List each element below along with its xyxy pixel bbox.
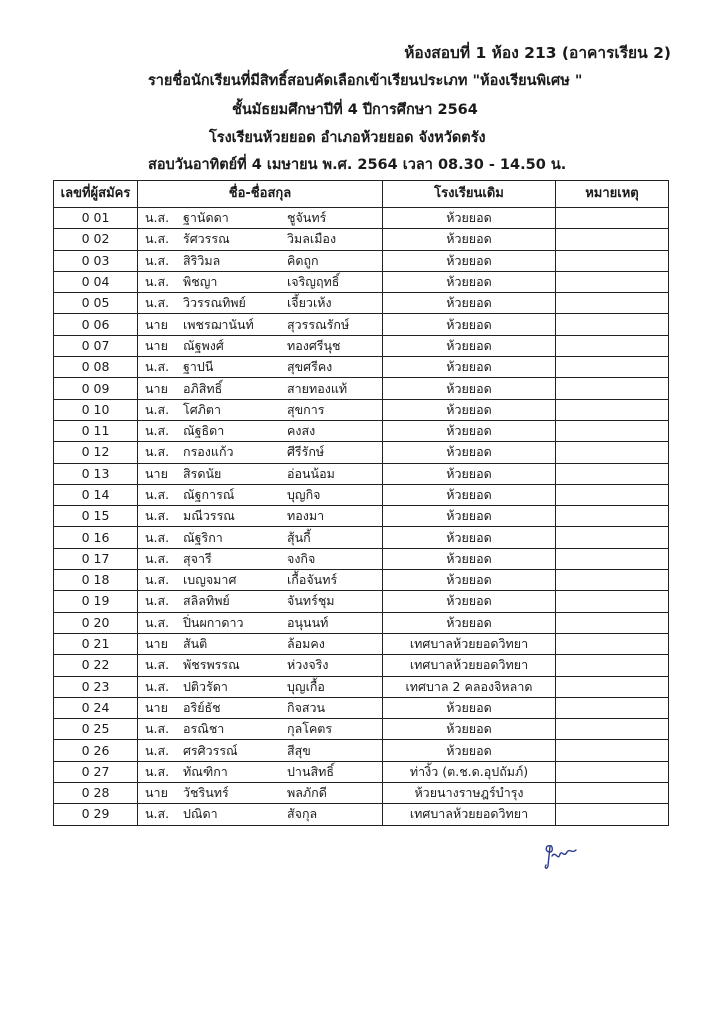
table-row [54, 655, 669, 676]
name-prefix: น.ส. [145, 763, 170, 779]
previous-school: ห้วยยอด [383, 570, 556, 591]
full-name-cell [138, 463, 383, 484]
applicant-number: 0 14 [54, 484, 138, 505]
last-name: สัจกุล [287, 806, 318, 822]
last-name: สุขการ [287, 401, 325, 417]
name-prefix: น.ส. [145, 742, 170, 758]
full-name-cell [138, 484, 383, 505]
applicant-number: 0 10 [54, 399, 138, 420]
last-name: ล้อมคง [287, 636, 325, 652]
full-name-cell [138, 442, 383, 463]
last-name: สายทองแท้ [287, 380, 348, 396]
full-name-cell [138, 399, 383, 420]
last-name: พลภักดี [287, 785, 327, 801]
full-name-cell [138, 697, 383, 718]
applicant-number: 0 28 [54, 783, 138, 804]
applicant-number: 0 07 [54, 335, 138, 356]
applicant-number: 0 18 [54, 570, 138, 591]
first-name: ณัฐพงศ์ [183, 337, 224, 353]
full-name-cell [138, 761, 383, 782]
full-name-cell [138, 570, 383, 591]
table-row [54, 676, 669, 697]
applicant-number: 0 24 [54, 697, 138, 718]
remarks-cell [556, 761, 669, 782]
first-name: สิรดนัย [183, 465, 222, 481]
applicant-number: 0 02 [54, 229, 138, 250]
remarks-cell [556, 740, 669, 761]
name-prefix: นาย [145, 316, 168, 332]
table-row [54, 463, 669, 484]
first-name: อรณิชา [183, 721, 225, 737]
last-name: อนุนนท์ [287, 614, 329, 630]
name-prefix: น.ส. [145, 487, 170, 502]
previous-school: ห้วยยอด [383, 697, 556, 718]
applicant-number: 0 21 [54, 633, 138, 654]
previous-school: ห้วยยอด [383, 208, 556, 229]
applicant-number: 0 06 [54, 314, 138, 335]
applicant-number: 0 16 [54, 527, 138, 548]
name-prefix: น.ส. [145, 529, 170, 545]
remarks-cell [556, 612, 669, 633]
table-row [54, 420, 669, 441]
table-row [54, 804, 669, 825]
last-name: กิจสวน [287, 699, 326, 715]
name-prefix: น.ส. [145, 359, 170, 375]
applicant-number: 0 01 [54, 208, 138, 229]
full-name-cell [138, 314, 383, 335]
remarks-cell [556, 655, 669, 676]
applicant-number: 0 29 [54, 804, 138, 825]
previous-school: เทศบาลห้วยยอดวิทยา [383, 804, 556, 825]
last-name: ทองศรีนุช [287, 337, 341, 353]
last-name: ทองมา [287, 508, 325, 524]
applicant-number: 0 09 [54, 378, 138, 399]
applicant-number: 0 15 [54, 506, 138, 527]
previous-school: ห้วยยอด [383, 271, 556, 292]
full-name-cell [138, 357, 383, 378]
name-prefix: น.ส. [145, 550, 170, 566]
grade-year-line: ชั้นมัธยมศึกษาปีที่ 4 ปีการศึกษา 2564 [232, 102, 478, 118]
name-prefix: น.ส. [145, 657, 170, 673]
remarks-cell [556, 442, 669, 463]
first-name: ปิ่นผกาดาว [183, 614, 244, 630]
table-row [54, 314, 669, 335]
table-row [54, 719, 669, 740]
full-name-cell [138, 719, 383, 740]
remarks-cell [556, 463, 669, 484]
name-prefix: น.ส. [145, 295, 170, 311]
remarks-cell [556, 591, 669, 612]
full-name-cell [138, 271, 383, 292]
previous-school: ห้วยยอด [383, 314, 556, 335]
name-prefix: นาย [145, 636, 168, 652]
column-header-applicant-no: เลขที่ผู้สมัคร [54, 181, 138, 208]
previous-school: ห้วยยอด [383, 378, 556, 399]
first-name: ศรศิวรรณ์ [183, 742, 238, 758]
remarks-cell [556, 527, 669, 548]
remarks-cell [556, 271, 669, 292]
first-name: ณัฐการณ์ [183, 487, 235, 502]
full-name-cell [138, 250, 383, 271]
previous-school: ห้วยยอด [383, 442, 556, 463]
previous-school: ห้วยยอด [383, 591, 556, 612]
applicant-number: 0 17 [54, 548, 138, 569]
remarks-cell [556, 633, 669, 654]
last-name: สุขศรีคง [287, 359, 333, 375]
previous-school: ห้วยยอด [383, 612, 556, 633]
last-name: บุญกิจ [287, 487, 321, 502]
full-name-cell [138, 548, 383, 569]
last-name: จันทร์ชุม [287, 593, 335, 609]
first-name: เพชรฌานันท์ [183, 316, 254, 332]
full-name-cell [138, 335, 383, 356]
name-prefix: นาย [145, 380, 168, 396]
first-name: ทัณฑิกา [183, 763, 228, 779]
last-name: คิดถูก [287, 252, 319, 268]
applicant-number: 0 05 [54, 293, 138, 314]
remarks-cell [556, 399, 669, 420]
full-name-cell [138, 676, 383, 697]
last-name: บุญเกื้อ [287, 678, 325, 694]
remarks-cell [556, 719, 669, 740]
table-row [54, 527, 669, 548]
remarks-cell [556, 676, 669, 697]
last-name: เกื้อจันทร์ [287, 572, 338, 588]
applicant-number: 0 04 [54, 271, 138, 292]
name-prefix: น.ส. [145, 508, 170, 524]
last-name: ศีรีรักษ์ [287, 444, 325, 460]
previous-school: เทศบาลห้วยยอดวิทยา [383, 633, 556, 654]
applicant-number: 0 12 [54, 442, 138, 463]
full-name-cell [138, 740, 383, 761]
applicant-number: 0 25 [54, 719, 138, 740]
last-name: วิมลเมือง [287, 231, 337, 247]
name-prefix: นาย [145, 337, 168, 353]
name-prefix: น.ส. [145, 231, 170, 247]
previous-school: ห้วยยอด [383, 250, 556, 271]
full-name-cell [138, 208, 383, 229]
applicant-number: 0 11 [54, 420, 138, 441]
full-name-cell [138, 420, 383, 441]
first-name: พัชรพรรณ [183, 657, 240, 673]
previous-school: ห้วยยอด [383, 740, 556, 761]
table-row [54, 208, 669, 229]
last-name: จงกิจ [287, 550, 316, 566]
table-row [54, 335, 669, 356]
name-prefix: นาย [145, 465, 168, 481]
name-prefix: น.ส. [145, 274, 170, 290]
remarks-cell [556, 548, 669, 569]
previous-school: ห้วยยอด [383, 548, 556, 569]
applicant-number: 0 26 [54, 740, 138, 761]
previous-school: ห้วยยอด [383, 357, 556, 378]
applicant-number: 0 22 [54, 655, 138, 676]
table-row [54, 378, 669, 399]
last-name: เจริญฤทธิ์ [287, 274, 340, 290]
name-prefix: น.ส. [145, 423, 170, 439]
full-name-cell [138, 506, 383, 527]
previous-school: เทศบาล 2 คลองจิหลาด [383, 676, 556, 697]
table-row [54, 783, 669, 804]
first-name: อริย์ธัช [183, 699, 221, 715]
full-name-cell [138, 527, 383, 548]
first-name: ปติวรัดา [183, 678, 228, 694]
previous-school: ห้วยนางราษฎร์บำรุง [383, 783, 556, 804]
remarks-cell [556, 314, 669, 335]
column-header-previous-school: โรงเรียนเดิม [383, 181, 556, 208]
first-name: โศภิตา [183, 401, 222, 417]
first-name: เบญจมาศ [183, 572, 237, 588]
previous-school: เทศบาลห้วยยอดวิทยา [383, 655, 556, 676]
table-header-row [54, 181, 669, 208]
school-location-line: โรงเรียนห้วยยอด อำเภอห้วยยอด จังหวัดตรัง [209, 130, 486, 146]
full-name-cell [138, 783, 383, 804]
previous-school: ห้วยยอด [383, 719, 556, 740]
first-name: สิริวิมล [183, 252, 221, 268]
candidate-table [53, 180, 669, 826]
name-prefix: นาย [145, 785, 168, 801]
name-prefix: น.ส. [145, 401, 170, 417]
applicant-number: 0 27 [54, 761, 138, 782]
first-name: ณัฐธิดา [183, 423, 225, 439]
name-prefix: น.ส. [145, 806, 170, 822]
first-name: ฐานัดดา [183, 210, 229, 226]
remarks-cell [556, 357, 669, 378]
table-row [54, 612, 669, 633]
first-name: กรองแก้ว [183, 444, 234, 460]
first-name: สลิลทิพย์ [183, 593, 230, 609]
full-name-cell [138, 293, 383, 314]
first-name: สุจารี [183, 550, 212, 566]
remarks-cell [556, 570, 669, 591]
applicant-number: 0 13 [54, 463, 138, 484]
name-prefix: นาย [145, 699, 168, 715]
first-name: รัศวรรณ [183, 231, 230, 247]
table-row [54, 591, 669, 612]
full-name-cell [138, 612, 383, 633]
name-prefix: น.ส. [145, 210, 170, 226]
remarks-cell [556, 293, 669, 314]
last-name: สีสุข [287, 742, 311, 758]
first-name: ปณิดา [183, 806, 218, 822]
column-header-full-name: ชื่อ-ชื่อสกุล [138, 181, 383, 208]
column-header-remarks: หมายเหตุ [556, 181, 669, 208]
name-prefix: น.ส. [145, 593, 170, 609]
name-prefix: น.ส. [145, 614, 170, 630]
applicant-number: 0 03 [54, 250, 138, 271]
previous-school: ห้วยยอด [383, 463, 556, 484]
first-name: สันติ [183, 636, 208, 652]
last-name: อ่อนน้อม [287, 465, 335, 481]
previous-school: ห้วยยอด [383, 527, 556, 548]
full-name-cell [138, 655, 383, 676]
table-row [54, 399, 669, 420]
remarks-cell [556, 506, 669, 527]
remarks-cell [556, 250, 669, 271]
exam-date-line: สอบวันอาทิตย์ที่ 4 เมษายน พ.ศ. 2564 เวลา 08.30 - 14.50 น. [148, 157, 567, 173]
remarks-cell [556, 335, 669, 356]
name-prefix: น.ส. [145, 444, 170, 460]
first-name: ณัฐริกา [183, 529, 223, 545]
last-name: กุลโคตร [287, 721, 333, 737]
first-name: วัชรินทร์ [183, 785, 229, 801]
remarks-cell [556, 378, 669, 399]
previous-school: ท่างิ้ว (ต.ช.ด.อุปถัมภ์) [383, 761, 556, 782]
applicant-number: 0 08 [54, 357, 138, 378]
table-row [54, 506, 669, 527]
last-name: สุวรรณรักษ์ [287, 316, 350, 332]
previous-school: ห้วยยอด [383, 484, 556, 505]
table-row [54, 570, 669, 591]
first-name: อภิสิทธิ์ [183, 380, 223, 396]
name-prefix: น.ส. [145, 252, 170, 268]
applicant-number: 0 19 [54, 591, 138, 612]
table-row [54, 293, 669, 314]
last-name: คงสง [287, 423, 316, 439]
remarks-cell [556, 484, 669, 505]
table-row [54, 697, 669, 718]
full-name-cell [138, 378, 383, 399]
applicant-number: 0 20 [54, 612, 138, 633]
first-name: พิชญา [183, 274, 218, 290]
remarks-cell [556, 229, 669, 250]
table-row [54, 229, 669, 250]
table-row [54, 633, 669, 654]
remarks-cell [556, 783, 669, 804]
name-prefix: น.ส. [145, 721, 170, 737]
remarks-cell [556, 420, 669, 441]
remarks-cell [556, 697, 669, 718]
table-row [54, 740, 669, 761]
name-prefix: น.ส. [145, 572, 170, 588]
previous-school: ห้วยยอด [383, 399, 556, 420]
table-row [54, 548, 669, 569]
previous-school: ห้วยยอด [383, 420, 556, 441]
last-name: ปานสิทธิ์ [287, 763, 334, 779]
previous-school: ห้วยยอด [383, 335, 556, 356]
previous-school: ห้วยยอด [383, 229, 556, 250]
last-name: เจี้ยวเห้ง [287, 295, 332, 311]
table-row [54, 442, 669, 463]
signature-mark [542, 840, 586, 872]
previous-school: ห้วยยอด [383, 293, 556, 314]
full-name-cell [138, 591, 383, 612]
previous-school: ห้วยยอด [383, 506, 556, 527]
full-name-cell [138, 633, 383, 654]
last-name: ชูจันทร์ [287, 210, 327, 226]
name-prefix: น.ส. [145, 678, 170, 694]
first-name: มณีวรรณ [183, 508, 235, 524]
table-row [54, 250, 669, 271]
table-row [54, 271, 669, 292]
document-title: รายชื่อนักเรียนที่มีสิทธิ์สอบคัดเลือกเข้าเรียนประเภท "ห้องเรียนพิเศษ " [148, 73, 583, 89]
last-name: สุ้นกี้ [287, 529, 311, 545]
exam-room-heading: ห้องสอบที่ 1 ห้อง 213 (อาคารเรียน 2) [404, 44, 671, 62]
table-row [54, 761, 669, 782]
last-name: ห่วงจริง [287, 657, 329, 673]
first-name: วิวรรณทิพย์ [183, 295, 246, 311]
full-name-cell [138, 804, 383, 825]
table-row [54, 357, 669, 378]
first-name: ฐาปนี [183, 359, 214, 375]
remarks-cell [556, 804, 669, 825]
remarks-cell [556, 208, 669, 229]
full-name-cell [138, 229, 383, 250]
table-row [54, 484, 669, 505]
applicant-number: 0 23 [54, 676, 138, 697]
